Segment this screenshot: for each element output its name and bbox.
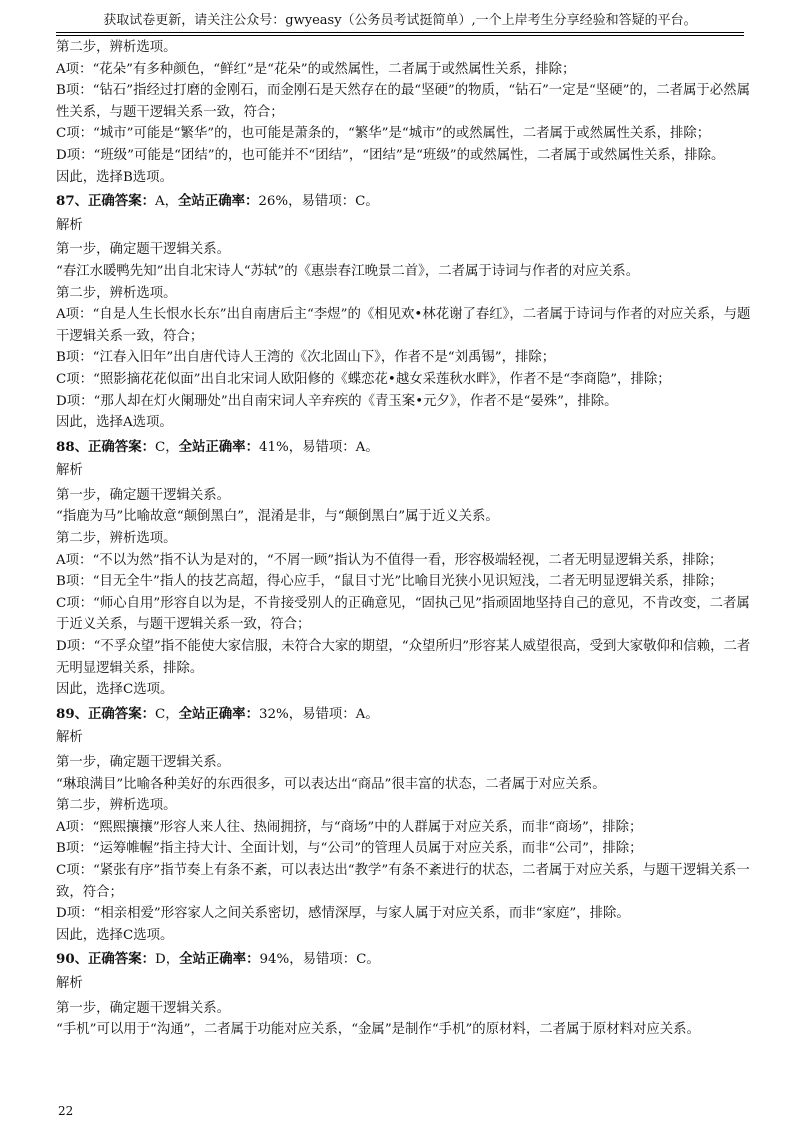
question-answer-line [56, 949, 752, 971]
text-line: 因此，选择B选项。 [56, 169, 173, 185]
answer-l1: 正确答案： [88, 705, 155, 722]
question-answer-line [56, 191, 752, 213]
text-line: A项：“熙熙攘攘”形容人来人往、热闹拥挤，与“商场”中的人群属于对应关系，而非“商场”，排除； [56, 819, 643, 835]
text-line: B项：“运筹帷幄”指主持大计、全面计划，与“公司”的管理人员属于对应关系，而非“公司”，排除； [56, 841, 643, 857]
text-line: 第一步，确定题干逻辑关系。 [56, 242, 231, 258]
answer-ans: C， [154, 439, 179, 455]
analysis-heading: 解析 [56, 730, 83, 746]
answer-rate: 32%，易错项：A。 [258, 706, 379, 722]
text-line: C项：“师心自用”形容自以为是，不肯接受别人的正确意见，“固执己见”指顽固地坚持自己的意见，不肯改变，二者属于近义关系，与题干逻辑关系一致，符合； [56, 595, 750, 633]
question-answer-line [56, 437, 752, 459]
answer-num: 90、 [56, 951, 89, 968]
header-rule-thin [56, 35, 744, 36]
analysis-heading: 解析 [56, 463, 83, 479]
answer-l1: 正确答案： [88, 438, 155, 455]
answer-l2: 全站正确率： [179, 951, 260, 968]
page-number: 22 [58, 1104, 74, 1118]
text-line: 因此，选择C选项。 [56, 927, 174, 943]
answer-l2: 全站正确率： [178, 705, 259, 722]
text-line: A项：“不以为然”指不认为是对的，“不屑一顾”指认为不值得一看，形容极端轻视，二者无明显逻辑关系，排除； [56, 552, 723, 568]
text-line: D项：“不孚众望”指不能使大家信服，未符合大家的期望，“众望所归”形容某人威望很高，受到大家敬仰和信赖，二者无明显逻辑关系，排除。 [56, 639, 751, 676]
header-rule [56, 32, 744, 33]
text-line: B项：“目无全牛”指人的技艺高超，得心应手，“鼠目寸光”比喻目光狭小见识短浅，二者无明显逻辑关系，排除； [56, 574, 723, 590]
text-line: 第二步，辨析选项。 [56, 798, 177, 814]
text-line: 第二步，辨析选项。 [56, 40, 177, 55]
text-line: “手机”可以用于“沟通”，二者属于功能对应关系，“金属”是制作“手机”的原材料，二者属于原材料对应关系。 [56, 1022, 700, 1038]
answer-num: 87、 [56, 193, 89, 210]
answer-rate: 94%，易错项：C。 [259, 952, 380, 968]
question-answer-line [56, 704, 752, 726]
text-line: A项：“花朵”有多种颜色，“鲜红”是“花朵”的或然属性，二者属于或然属性关系，排除； [56, 61, 576, 77]
text-line: C项：“紧张有序”指节奏上有条不紊，可以表达出“教学”有条不紊进行的状态，二者属于对应关系，与题干逻辑关系一致，符合； [56, 862, 750, 900]
answer-num: 89、 [56, 705, 89, 722]
text-line: 第二步，辨析选项。 [56, 531, 177, 547]
text-line: 第一步，确定题干逻辑关系。 [56, 755, 231, 770]
answer-l1: 正确答案： [88, 951, 155, 968]
answer-ans: A， [154, 194, 179, 210]
text-line: D项：“班级”可能是“团结”的，也可能并不“团结”，“团结”是“班级”的或然属性，二者属于或然属性关系，排除。 [56, 147, 725, 163]
answer-l2: 全站正确率： [178, 438, 259, 455]
text-line: C项：“照影摘花花似面”出自北宋词人欧阳修的《蝶恋花•越女采莲秋水畔》，作者不是“李商隐”，排除； [56, 371, 671, 387]
answer-num: 88、 [56, 438, 89, 455]
document-body [56, 37, 752, 1041]
answer-ans: C， [154, 706, 179, 722]
analysis-heading: 解析 [56, 217, 83, 233]
text-line: D项：“相亲相爱”形容家人之间关系密切，感情深厚，与家人属于对应关系，而非“家庭”，排除。 [56, 906, 630, 922]
text-line: 第一步，确定题干逻辑关系。 [56, 1000, 231, 1016]
text-line: A项：“自是人生长恨水长东”出自南唐后主“李煜”的《相见欢•林花谢了春红》，二者属于诗词与作者的对应关系，与题干逻辑关系一致，符合； [56, 307, 751, 344]
text-line: B项：“钻石”指经过打磨的金刚石，而金刚石是天然存在的最“坚硬”的物质，“钻石”一定是“坚硬”的，二者属于必然属性关系，与题干逻辑关系一致，符合； [56, 83, 750, 120]
analysis-heading: 解析 [56, 975, 83, 991]
text-line: “琳琅满目”比喻各种美好的东西很多，可以表达出“商品”很丰富的状态，二者属于对应关系。 [56, 776, 606, 792]
answer-ans: D， [154, 952, 180, 968]
text-line: D项：“那人却在灯火阑珊处”出自南宋词人辛弃疾的《青玉案•元夕》，作者不是“晏殊”，排除。 [56, 393, 618, 409]
answer-l1: 正确答案： [88, 193, 155, 210]
text-line: 第一步，确定题干逻辑关系。 [56, 487, 231, 503]
text-line: “指鹿为马”比喻故意“颠倒黑白”，混淆是非，与“颠倒黑白”属于近义关系。 [56, 509, 499, 525]
text-line: 因此，选择A选项。 [56, 415, 173, 431]
answer-rate: 41%，易错项：A。 [258, 439, 379, 455]
text-line: “春江水暖鸭先知”出自北宋诗人“苏轼”的《惠崇春江晚景二首》，二者属于诗词与作者的对应关系。 [56, 263, 640, 279]
page-header: 获取试卷更新，请关注公众号：gwyeasy（公务员考试挺简单）,一个上岸考生分享经验和答疑的平台。 [103, 13, 697, 28]
text-line: B项：“江春入旧年”出自唐代诗人王湾的《次北固山下》，作者不是“刘禹锡”，排除； [56, 350, 556, 366]
text-line: 第二步，辨析选项。 [56, 285, 177, 301]
text-line: C项：“城市”可能是“繁华”的，也可能是萧条的，“繁华”是“城市”的或然属性，二者属于或然属性关系，排除； [56, 126, 711, 142]
answer-l2: 全站正确率： [178, 193, 259, 210]
answer-rate: 26%，易错项：C。 [258, 194, 379, 210]
text-line: 因此，选择C选项。 [56, 682, 174, 698]
